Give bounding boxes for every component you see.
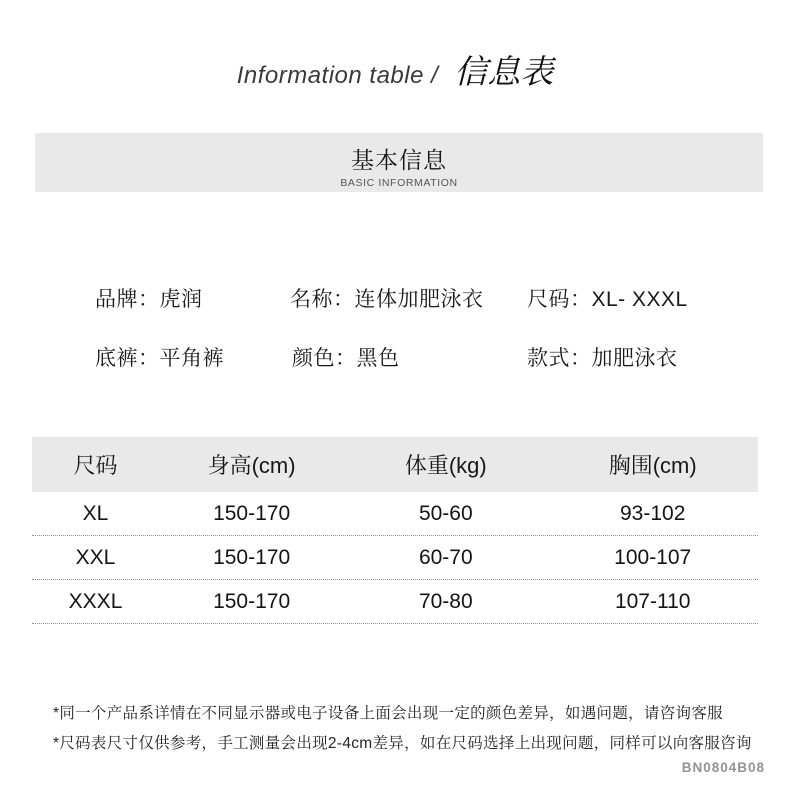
cell-size: XXXL [68,589,123,613]
cell-height: 150-170 [213,545,291,569]
cell-chest: 100-107 [614,545,692,569]
cell-size: XXL [75,545,116,569]
field-name: 名称：连体加肥泳衣 [290,288,484,311]
cell-chest: 93-102 [620,501,686,525]
cell-height: 150-170 [213,589,291,613]
field-size: 尺码：XL- XXXL [527,288,688,311]
basic-info-subheading: BASIC INFORMATION [340,177,458,189]
cell-height: 150-170 [213,501,291,525]
disclaimer-note-size: *尺码表尺寸仅供参考，手工测量会出现2-4cm差异，如在尺码选择上出现问题，同样可以向客服咨询 [53,735,752,752]
basic-info-header [35,133,763,192]
basic-info-heading: 基本信息 [351,147,447,173]
size-table-header-chest: 胸围(cm) [608,453,697,478]
cell-weight: 60-70 [418,545,473,569]
field-color: 颜色：黑色 [292,347,400,370]
cell-size: XL [82,501,109,525]
product-code: BN0804B08 [681,760,765,775]
cell-weight: 50-60 [418,501,473,525]
table-row [32,580,758,624]
disclaimer-note-color: *同一个产品系详情在不同显示器或电子设备上面会出现一定的颜色差异，如遇问题，请咨询客服 [53,705,723,722]
size-chart-table [32,437,758,624]
size-table-header-row [32,437,758,492]
table-row [32,492,758,536]
cell-chest: 107-110 [614,589,691,613]
disclaimer-notes [53,699,752,759]
page-title-chinese: 信息表 [454,53,554,90]
table-row [32,536,758,580]
field-style: 款式：加肥泳衣 [527,347,678,370]
field-brand: 品牌：虎润 [95,288,203,311]
size-table-header-weight: 体重(kg) [404,453,487,478]
field-bottom: 底裤：平角裤 [95,347,224,370]
size-table-header-height: 身高(cm) [207,453,296,478]
page-title [0,46,790,93]
page-title-english: Information table / [236,62,439,89]
size-table-header-size: 尺码 [73,453,118,478]
cell-weight: 70-80 [418,589,473,613]
